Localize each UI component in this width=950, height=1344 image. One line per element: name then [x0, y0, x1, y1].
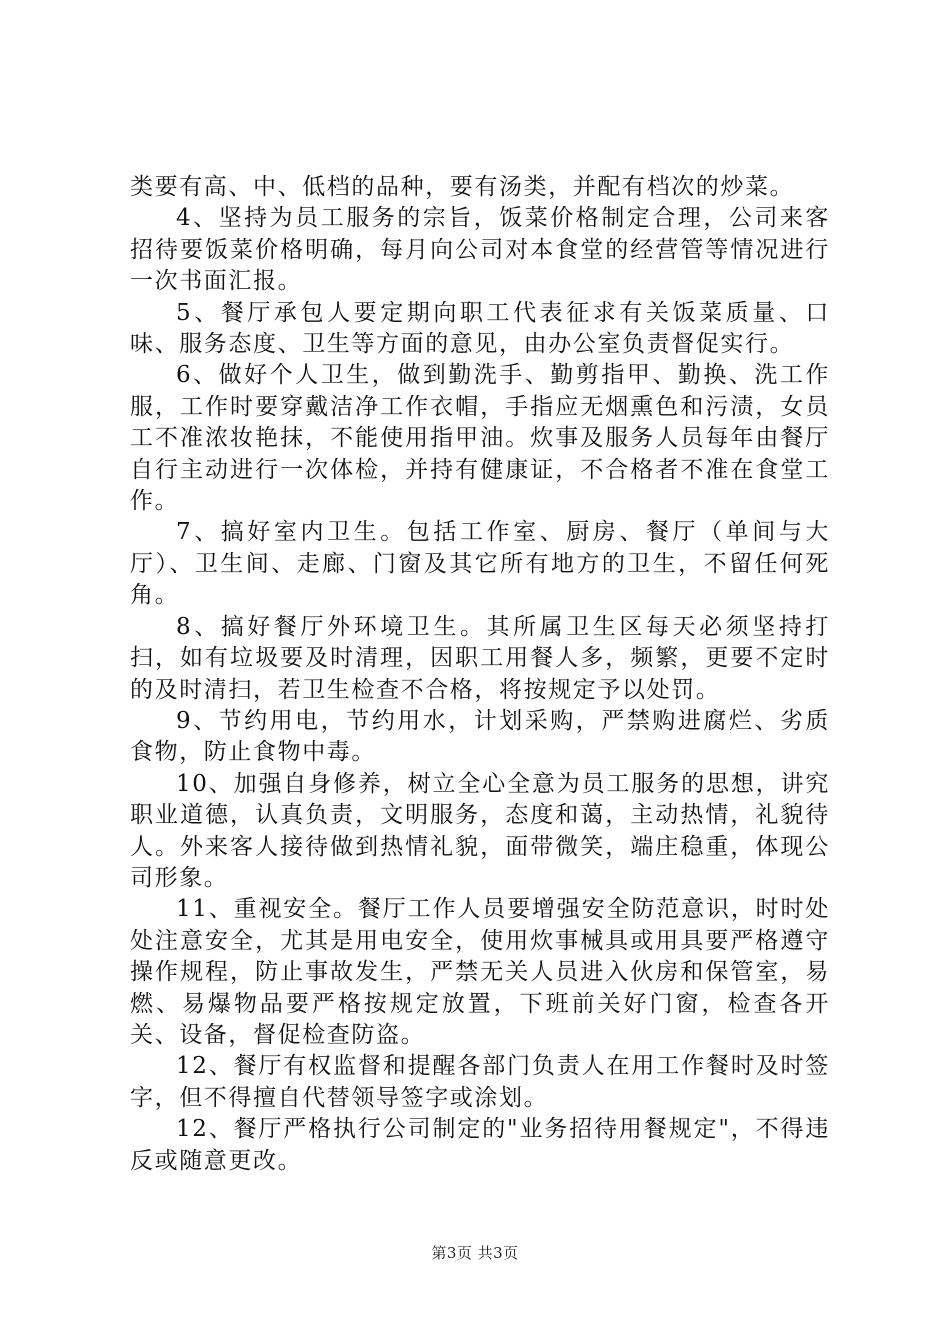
- paragraph-item-9: 9、节约用电，节约用水，计划采购，严禁购进腐烂、劣质食物，防止食物中毒。: [130, 707, 830, 766]
- paragraph-item-4: 4、坚持为员工服务的宗旨，饭菜价格制定合理，公司来客招待要饭菜价格明确，每月向公司对本食堂的经营管等情况进行一次书面汇报。: [130, 205, 830, 295]
- paragraph-item-10: 10、加强自身修养，树立全心全意为员工服务的思想，讲究职业道德，认真负责，文明服务，态度和蔼，主动热情，礼貌待人。外来客人接待做到热情礼貌，面带微笑，端庄稳重，体现公司形象。: [130, 770, 830, 891]
- paragraph-item-5: 5、餐厅承包人要定期向职工代表征求有关饭菜质量、口味、服务态度、卫生等方面的意见，由办公室负责督促实行。: [130, 299, 830, 358]
- paragraph-item-11: 11、重视安全。餐厅工作人员要增强安全防范意识，时时处处注意安全，尤其是用电安全，使用炊事械具或用具要严格遵守操作规程，防止事故发生，严禁无关人员进入伙房和保管室，易燃、易爆物品要严格按规定放置，下班前关好门窗，检查各开关、设备，督促检查防盗。: [130, 896, 830, 1048]
- paragraph-item-7: 7、搞好室内卫生。包括工作室、厨房、餐厅（单间与大厅）、卫生间、走廊、门窗及其它所有地方的卫生，不留任何死角。: [130, 519, 830, 609]
- page-number-footer: 第3页 共3页: [431, 1244, 519, 1262]
- paragraph-item-8: 8、搞好餐厅外环境卫生。其所属卫生区每天必须坚持打扫，如有垃圾要及时清理，因职工用餐人多，频繁，更要不定时的及时清扫，若卫生检查不合格，将按规定予以处罚。: [130, 613, 830, 703]
- paragraph-item-12a: 12、餐厅有权监督和提醒各部门负责人在用工作餐时及时签字，但不得擅自代替领导签字或涂划。: [130, 1053, 830, 1111]
- paragraph-item-6: 6、做好个人卫生，做到勤洗手、勤剪指甲、勤换、洗工作服，工作时要穿戴洁净工作衣帽，手指应无烟熏色和污渍，女员工不准浓妆艳抹，不能使用指甲油。炊事及服务人员每年由餐厅自行主动进行一次体检，并持有健康证，不合格者不准在食堂工作。: [130, 362, 830, 515]
- paragraph-item-12b: 12、餐厅严格执行公司制定的"业务招待用餐规定"，不得违反或随意更改。: [130, 1116, 830, 1174]
- paragraph-continuation: 类要有高、中、低档的品种，要有汤类，并配有档次的炒菜。: [130, 174, 795, 200]
- document-body: [130, 172, 830, 1177]
